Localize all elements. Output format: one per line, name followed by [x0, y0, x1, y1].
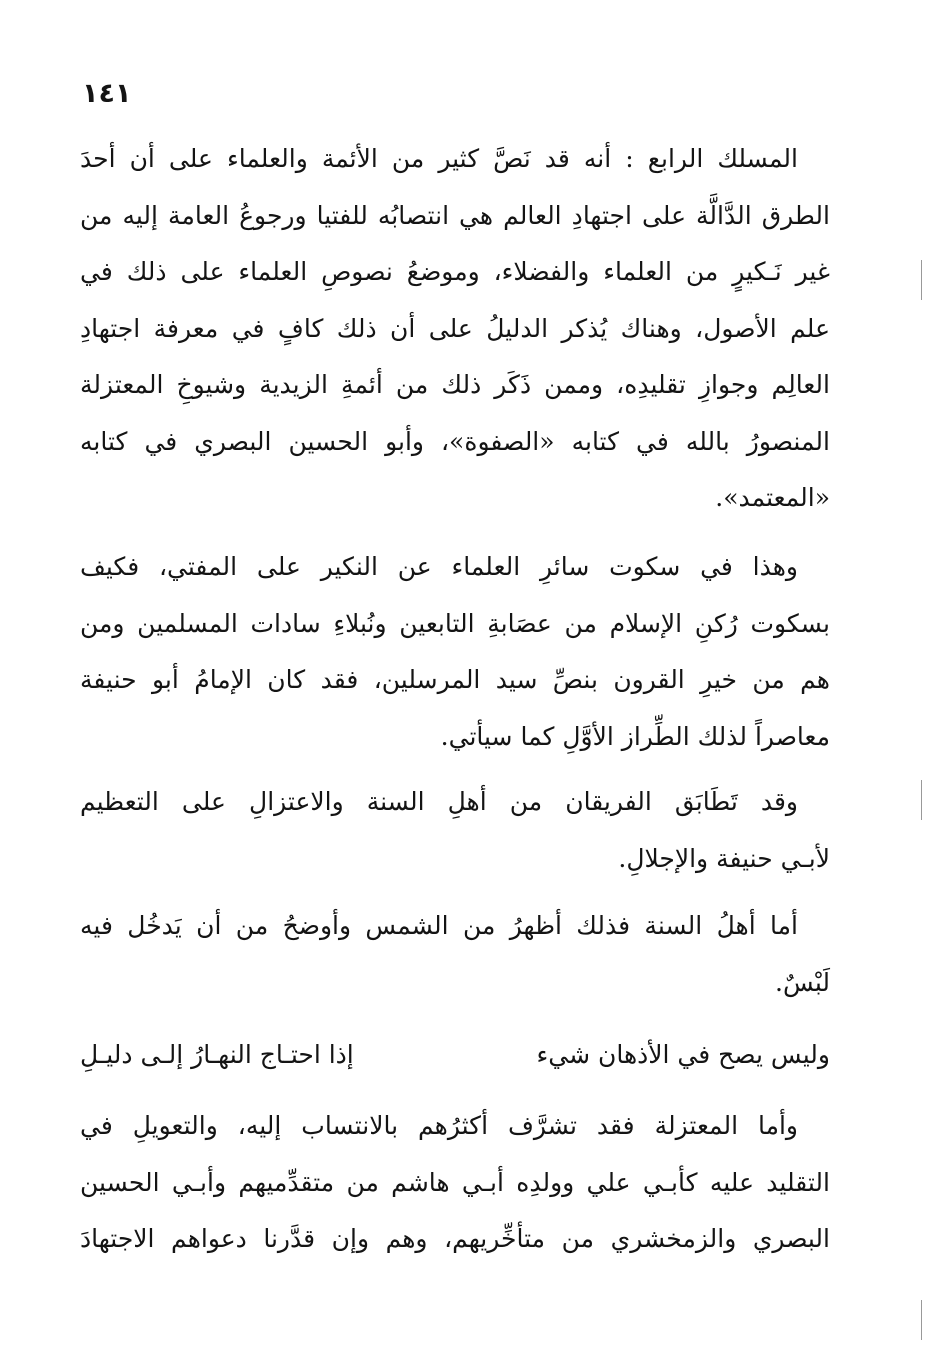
text-line: وأما المعتزلة فقد تشرَّف أكثرُهم بالانتساب إليه، والتعويلِ في	[80, 1111, 798, 1140]
text-line: غير نَـكيرٍ من العلماء والفضلاء، وموضعُ نصوصِ العلماء على ذلك في	[80, 257, 830, 286]
text-line: التقليد عليه كأبـي علي وولدِه أبـي هاشم من متقدِّميهم وأبـي الحسين	[80, 1167, 830, 1197]
text-line: لَبْسٌ.	[775, 967, 830, 997]
text-line: أما أهلُ السنة فذلك أظهرُ من الشمس وأوضحُ من أن يَدخُل فيه	[80, 911, 798, 940]
paragraph-2	[80, 539, 830, 765]
scan-edge-mark	[921, 260, 922, 300]
text-line: وهذا في سكوت سائرِ العلماء عن النكير على المفتي، فكيف	[80, 552, 798, 581]
verse-first-hemistich: وليس يصح في الأذهان شيء	[536, 1040, 830, 1069]
text-line: هم من خيرِ القرون بنصِّ سيد المرسلين، فقد كان الإمامُ أبو حنيفة	[80, 665, 830, 694]
text-line: «المعتمد».	[715, 483, 830, 512]
scan-edge-mark	[921, 1300, 922, 1340]
paragraph-4	[80, 898, 830, 1011]
paragraph-3	[80, 774, 830, 887]
page-number: ١٤١	[82, 78, 132, 109]
text-line: وقد تَطَابَق الفريقان من أهلِ السنة والاعتزالِ على التعظيم	[80, 787, 798, 816]
text-line: لأبـي حنيفة والإجلالِ.	[618, 843, 830, 873]
text-line: بسكوت رُكنِ الإسلام من عصَابةِ التابعين ونُبلاءِ سادات المسلمين ومن	[80, 608, 830, 638]
text-line: العالِم وجوازِ تقليدِه، وممن ذَكَر ذلك من أئمةِ الزيدية وشيوخِ المعتزلة	[80, 370, 830, 399]
poetry-verse	[80, 1027, 830, 1083]
paragraph-5	[80, 1098, 830, 1268]
text-line: الطرق الدَّالَّة على اجتهادِ العالم هي انتصابُه للفتيا ورجوعُ العامة إليه من	[80, 200, 830, 230]
text-line: علم الأصول، وهناك يُذكر الدليلُ على أن ذلك كافٍ في معرفة اجتهادِ	[80, 313, 830, 343]
scan-edge-mark	[921, 780, 922, 820]
text-line: معاصراً لذلك الطِّراز الأوَّلِ كما سيأتي.	[440, 721, 830, 751]
paragraph-1	[80, 131, 830, 527]
text-line: المسلك الرابع : أنه قد نَصَّ كثير من الأئمة والعلماء على أن أحدَ	[80, 144, 798, 173]
text-line: البصري والزمخشري من متأخِّريهم، وهم وإن قدَّرنا دعواهم الاجتهادَ	[80, 1224, 830, 1253]
verse-second-hemistich: إذا احتـاج النهـارُ إلـى دليـلِ	[80, 1040, 354, 1069]
text-line: المنصورُ بالله في كتابه «الصفوة»، وأبو الحسين البصري في كتابه	[80, 426, 830, 456]
